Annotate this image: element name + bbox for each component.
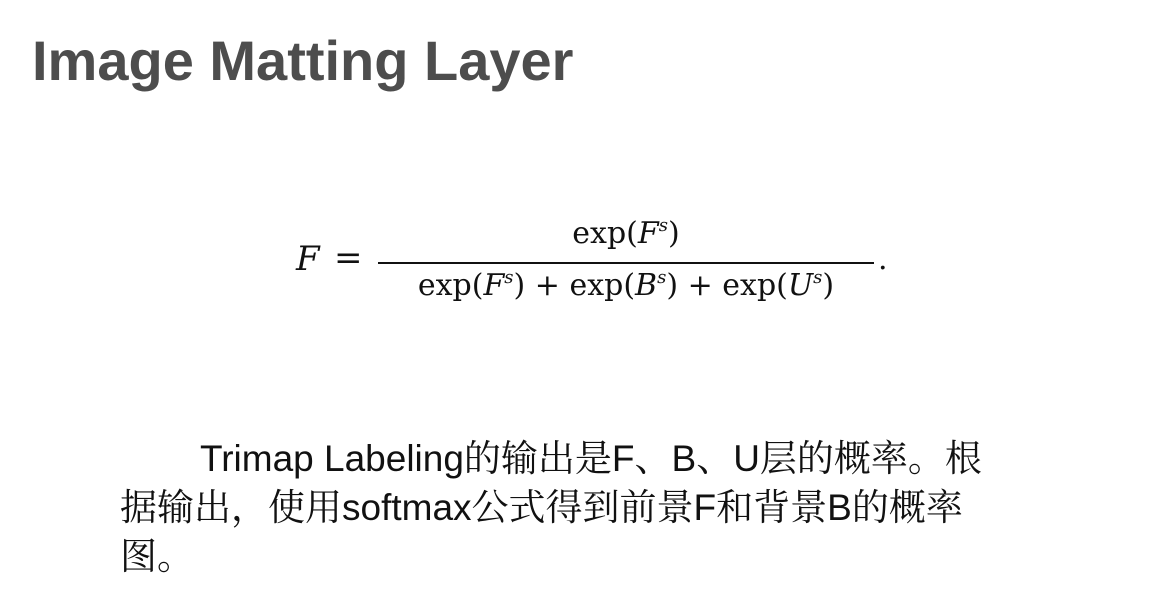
formula-numerator: $\exp(F^s)$ [572, 215, 680, 251]
fraction-bar [378, 262, 874, 264]
formula-fraction [378, 212, 874, 312]
slide-title: Image Matting Layer [32, 29, 574, 92]
body-paragraph: Trimap Labeling的输出是F、B、U层的概率。根据输出，使用softmax公式得到前景F和背景B的概率图。 [120, 438, 982, 577]
softmax-formula [296, 212, 896, 322]
formula-period: . [878, 242, 888, 277]
formula-equals: = [334, 238, 363, 278]
formula-denominator: $\exp(F^s) + \exp(B^s) + \exp(U^s)$ [417, 267, 835, 303]
formula-lhs: F [296, 239, 320, 279]
